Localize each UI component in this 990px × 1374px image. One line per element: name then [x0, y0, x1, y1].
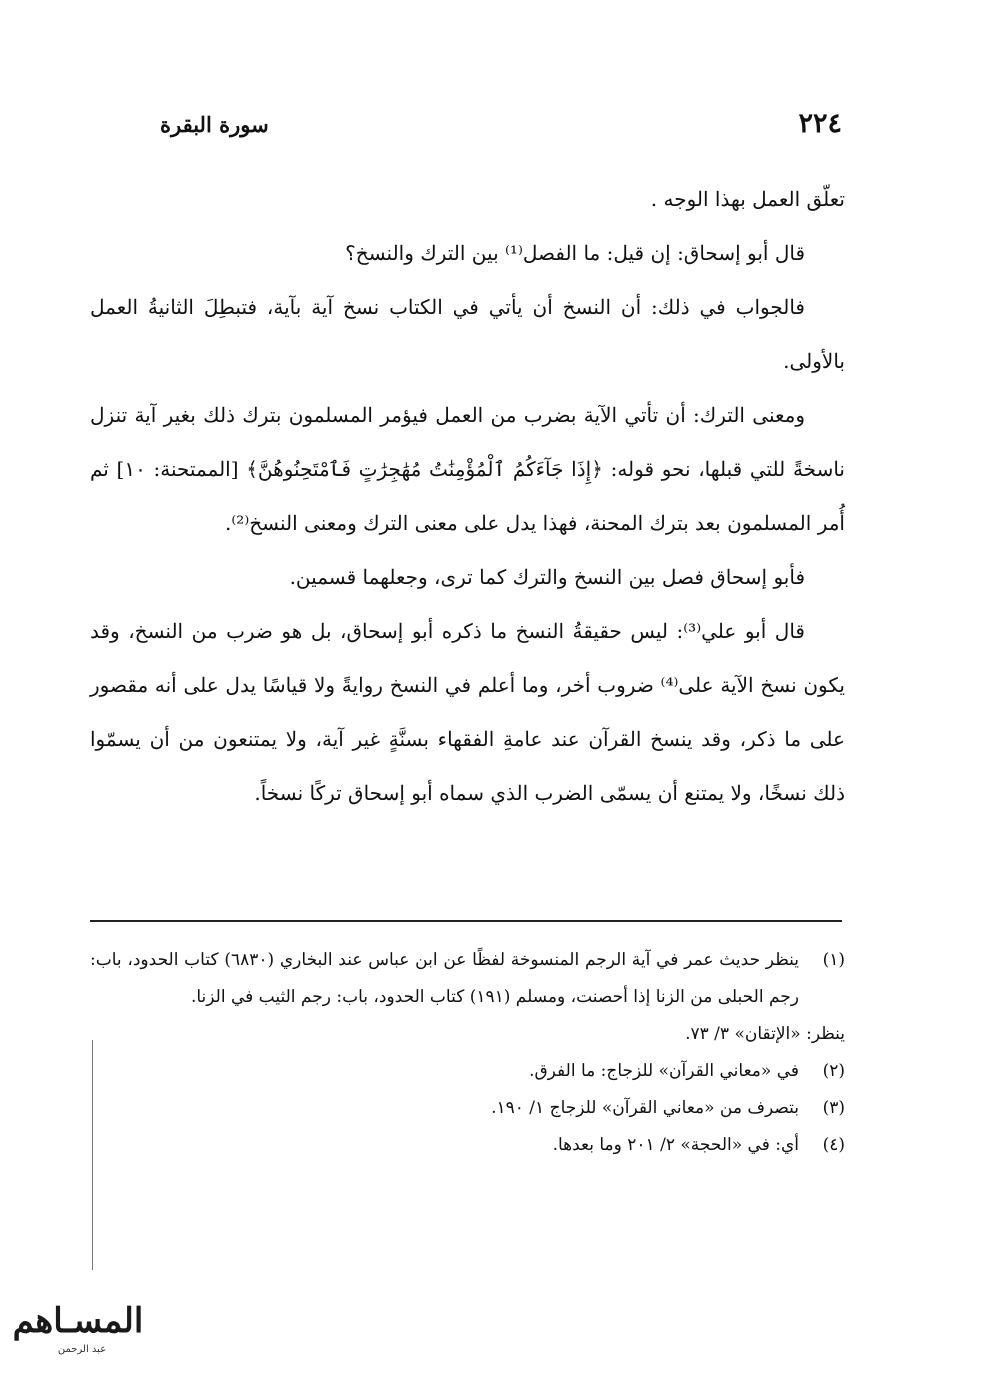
running-title: سورة البقرة: [160, 112, 269, 137]
calligraphy-stamp-logo: [12, 1292, 144, 1356]
page-number: ٢٢٤: [798, 108, 842, 139]
footnote-number: (٤): [822, 1135, 845, 1155]
paragraph-4: ومعنى الترك: أن تأتي الآية بضرب من العمل فيؤمر المسلمون بترك ذلك بغير آية تنزل ناسخةً للتي قبلها، نحو قوله: ﴿إِذَا جَآءَكُمُ ٱلْمُؤْمِنَٰتُ مُهَٰجِرَٰتٍ فَٱمْتَحِنُوهُنَّ﴾ [الممتحنة: ١٠] ثم أُمر المسلمون بعد بترك المحنة، فهذا يدل على معنى الترك ومعنى النسخ⁽²⁾.: [90, 403, 845, 535]
footnote-text: ينظر: «الإتقان» ٣/ ٧٣.: [685, 1024, 845, 1044]
paragraph-1: تعلّق العمل بهذا الوجه .: [650, 187, 845, 211]
paragraph-5: فأبو إسحاق فصل بين النسخ والترك كما ترى، وجعلهما قسمين.: [289, 565, 805, 589]
footnote-3: [90, 1090, 845, 1127]
scan-margin-line: [92, 1040, 93, 1270]
paragraph-3: فالجواب في ذلك: أن النسخ أن يأتي في الكتاب نسخ آية بآية، فتبطِلَ الثانيةُ العمل بالأولى.: [90, 295, 845, 373]
footnote-number: (١): [822, 950, 845, 970]
svg-text:المسـاهم: المسـاهم: [12, 1301, 144, 1341]
footnote-text: في «معاني القرآن» للزجاج: ما الفرق.: [529, 1061, 799, 1081]
footnote-text: أي: في «الحجة» ٢/ ٢٠١ وما بعدها.: [552, 1135, 799, 1155]
footnote-text: بتصرف من «معاني القرآن» للزجاج ١/ ١٩٠.: [491, 1098, 799, 1118]
footnote-number: (٢): [822, 1061, 845, 1081]
svg-text:عبد الرحمن: عبد الرحمن: [57, 1344, 107, 1355]
footnote-2: [90, 1053, 845, 1090]
paragraph-2: قال أبو إسحاق: إن قيل: ما الفصل⁽¹⁾ بين الترك والنسخ؟: [345, 241, 805, 265]
main-text: [90, 172, 845, 820]
footnote-1: [90, 942, 845, 1016]
footnote-divider: [90, 920, 842, 922]
footnote-4: [90, 1127, 845, 1164]
paragraph-6: قال أبو علي⁽³⁾: ليس حقيقةُ النسخ ما ذكره أبو إسحاق، بل هو ضرب من النسخ، وقد يكون نسخ الآية على⁽⁴⁾ ضروب أخر، وما أعلم في النسخ روايةً ولا قياسًا يدل على أنه مقصور على ما ذكر، وقد ينسخ القرآن عند عامةِ الفقهاء بسنَّةٍ غير آية، ولا يمتنعون من أن يسمّوا ذلك نسخًا، ولا يمتنع أن يسمّى الضرب الذي سماه أبو إسحاق تركًا نسخاً.: [90, 619, 845, 805]
footnote-text: ينظر حديث عمر في آية الرجم المنسوخة لفظًا عن ابن عباس عند البخاري (٦٨٣٠) كتاب الحدود، باب: رجم الحبلى من الزنا إذا أحصنت، ومسلم (١٩١) كتاب الحدود، باب: رجم الثيب في الزنا.: [90, 950, 799, 1007]
page-header: [160, 108, 842, 148]
footnote-1-continued: [90, 1016, 845, 1053]
footnotes: [90, 942, 845, 1164]
footnote-number: (٣): [822, 1098, 845, 1118]
